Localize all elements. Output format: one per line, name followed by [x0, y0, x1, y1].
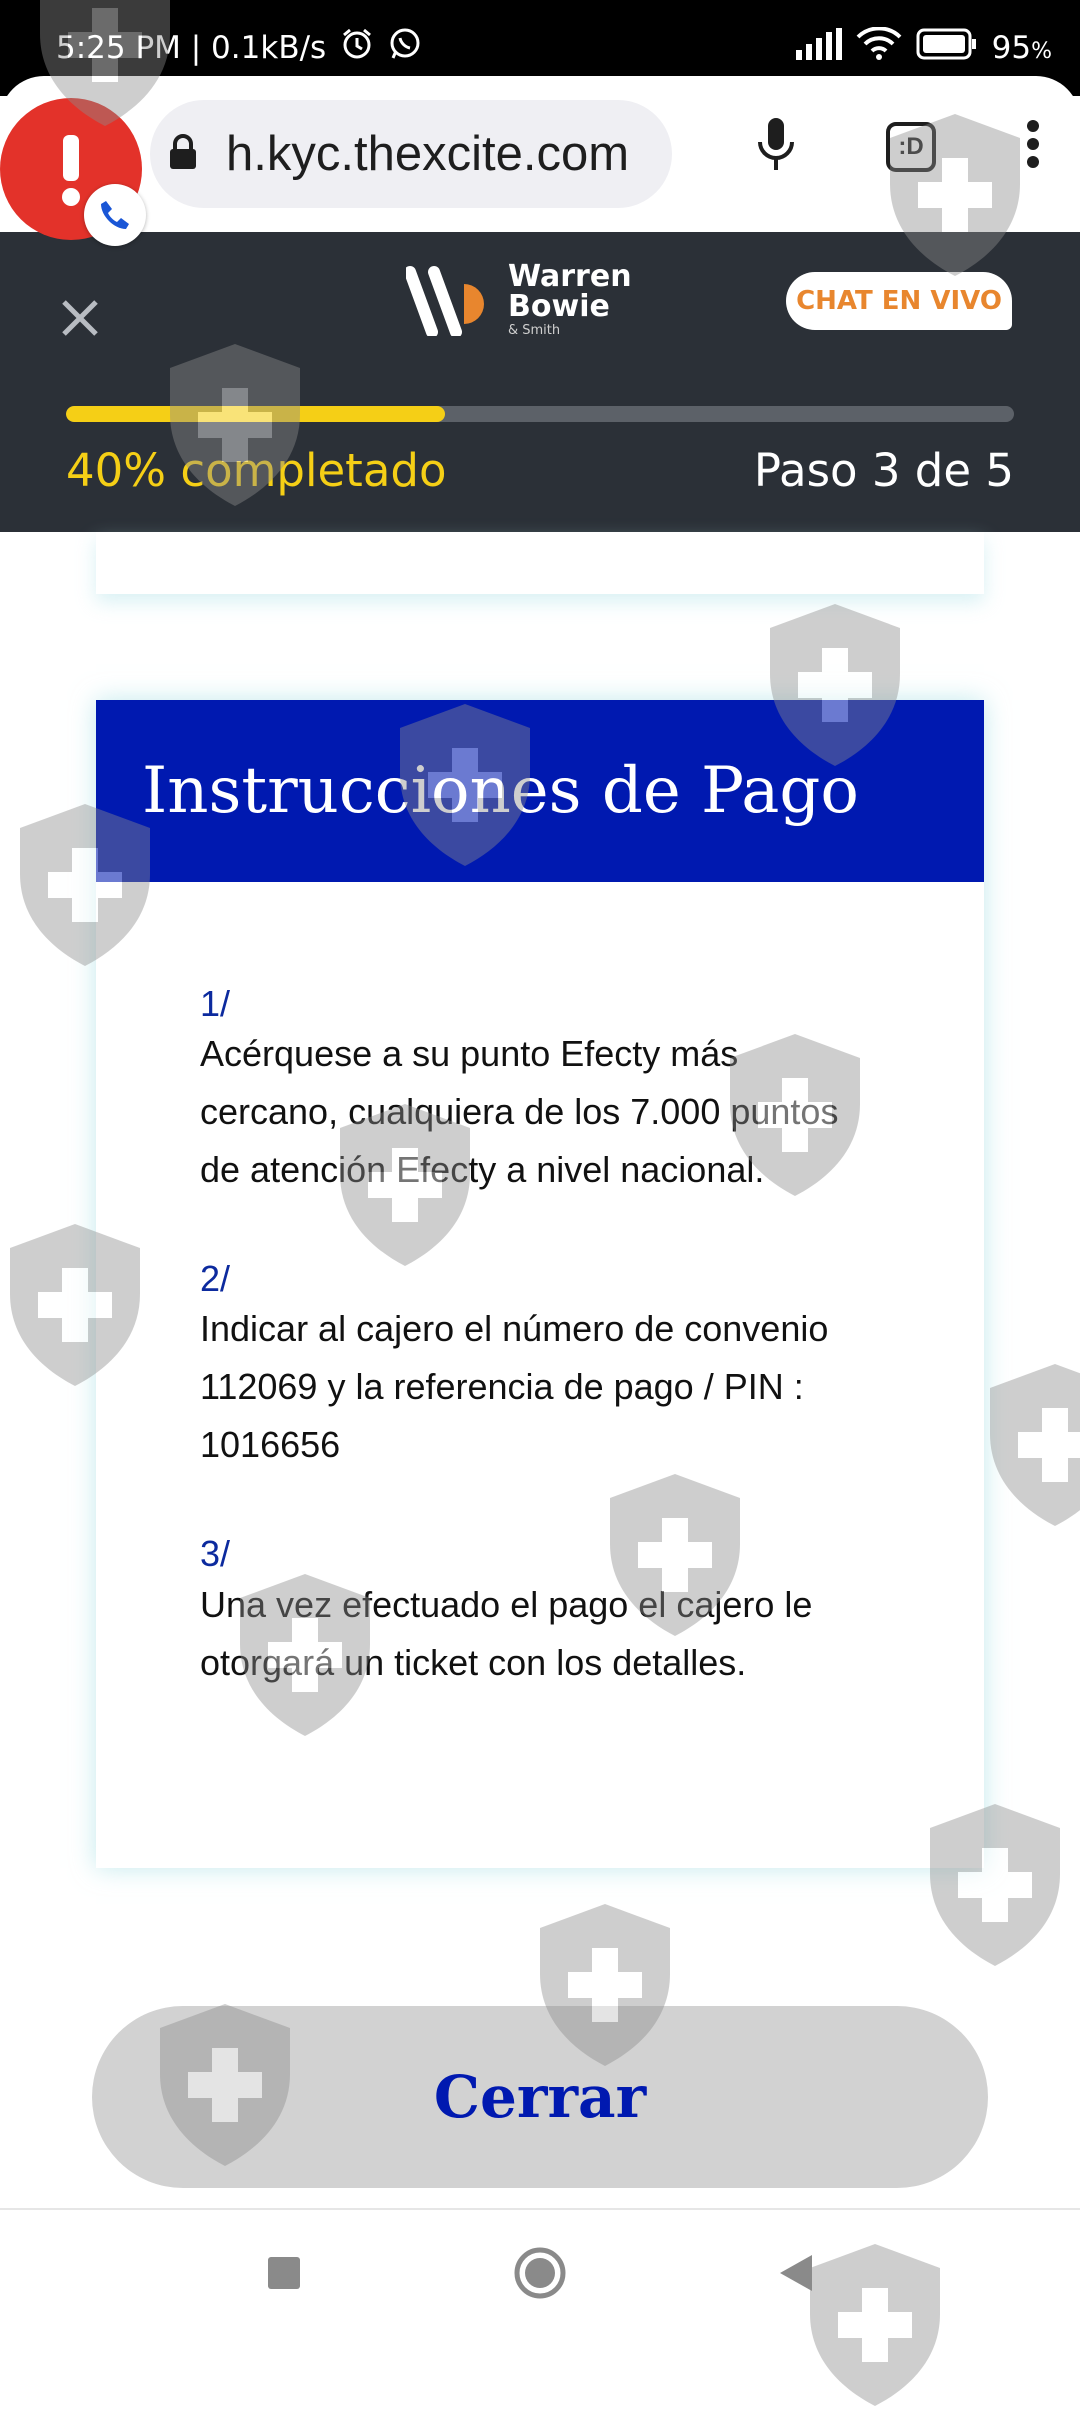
step-text: Indicar al cajero el número de convenio 112069 y la referencia de pago / PIN : 1016656 [200, 1308, 829, 1466]
lock-icon [168, 126, 198, 182]
tab-switcher-icon[interactable] [886, 122, 936, 172]
logo-line-2: Bowie [508, 289, 610, 324]
site-header [0, 232, 1080, 532]
browser-toolbar [0, 76, 1080, 232]
logo [406, 259, 632, 338]
step-text: Acérquese a su punto Efecty más cercano, cualquiera de los 7.000 puntos de atención Efecty a nivel nacional. [200, 1033, 839, 1191]
chat-live-button[interactable]: CHAT EN VIVO [786, 272, 1012, 330]
browser-actions [756, 116, 1040, 177]
step-label: Paso 3 de 5 [753, 444, 1014, 497]
wifi-icon [856, 27, 902, 69]
step-number: 1/ [200, 983, 231, 1024]
battery-percent: 95% [991, 30, 1052, 66]
back-icon[interactable] [778, 2253, 814, 2298]
step-item [200, 1532, 984, 1691]
step-number: 3/ [200, 1533, 231, 1575]
close-icon[interactable] [58, 296, 102, 345]
signal-icon [794, 28, 842, 68]
tab-switcher-label: :D [898, 132, 924, 160]
url-text: h.kyc.thexcite.com [226, 127, 630, 181]
status-left [56, 27, 422, 69]
close-button[interactable]: Cerrar [92, 2006, 988, 2188]
home-icon[interactable] [513, 2246, 567, 2305]
shield-watermark-icon [980, 1360, 1080, 1530]
progress-label: 40% completado [66, 444, 447, 497]
more-vert-icon[interactable] [1026, 119, 1040, 174]
phone-icon[interactable] [84, 184, 146, 246]
recents-icon[interactable] [266, 2255, 302, 2296]
progress-fill [66, 406, 445, 422]
status-right [794, 27, 1052, 69]
microphone-icon[interactable] [756, 116, 796, 177]
steps-list [96, 882, 984, 1692]
card-title: Instrucciones de Pago [96, 700, 984, 882]
address-bar[interactable] [150, 100, 672, 208]
step-item [200, 982, 984, 1199]
whatsapp-icon [388, 27, 422, 69]
logo-line-3: & Smith [508, 323, 561, 338]
logo-line-1: Warren [508, 259, 632, 294]
previous-card [96, 532, 984, 594]
progress-bar [66, 406, 1014, 422]
alarm-icon [340, 27, 374, 69]
step-number: 2/ [200, 1258, 231, 1300]
system-nav-bar [0, 2208, 1080, 2340]
status-time-speed: 5:25 PM | 0.1kB/s [56, 30, 327, 66]
step-item [200, 1257, 984, 1474]
logo-text [508, 259, 632, 338]
battery-icon [916, 28, 978, 68]
logo-mark-icon [406, 264, 500, 336]
step-text: Una vez efectuado el pago el cajero le otorgará un ticket con los detalles. [200, 1583, 813, 1683]
payment-instructions-card [96, 700, 984, 1868]
